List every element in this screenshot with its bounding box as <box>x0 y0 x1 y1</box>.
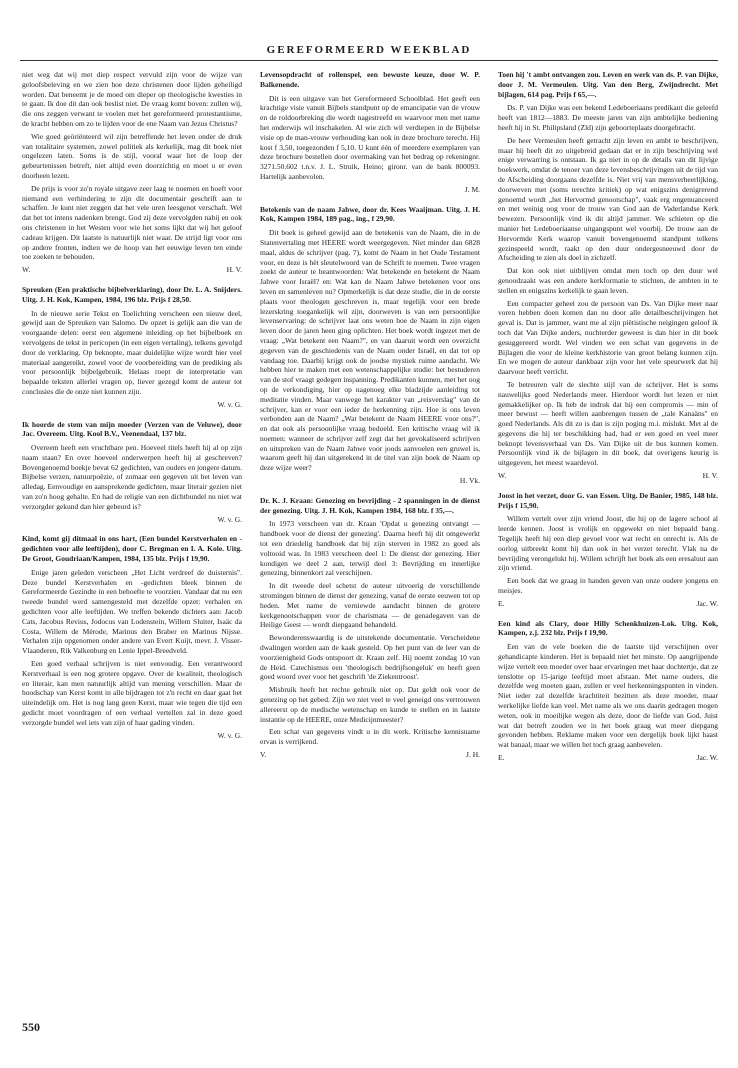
running-header: GEREFORMEERD WEEKBLAD <box>266 44 472 56</box>
review-levensopdracht <box>260 70 480 195</box>
signature-author: H. V. <box>226 265 242 275</box>
review-heading: Betekenis van de naam Jahwe, door dr. Kees Waaijman. Uitg. J. H. Kok, Kampen 1984, 189 pag., ing., f 29,90. <box>260 204 480 224</box>
signature <box>260 476 480 486</box>
signature-author: W. v. G. <box>217 514 242 524</box>
review-kind-komt-gij <box>22 534 242 740</box>
review-text: Een boek dat we graag in handen geven van onze oudere jongens en meisjes. <box>498 576 718 596</box>
review-kind-als-clary <box>498 619 718 763</box>
review-text: Ds. P. van Dijke was een bekend Ledeboeriaans predikant die geleefd heeft van 1812—1883. De meeste jaren van zijn ambtelijke bediening heeft hij in St. Philipsland (Zld) zijn geboorteplaats doorgebracht. <box>498 103 718 132</box>
signature-author: J. M. <box>464 184 480 194</box>
review-heading: Levensopdracht of rollenspel, een bewuste keuze, door W. P. Balkenende. <box>260 70 480 89</box>
signature <box>22 515 242 525</box>
signature-author: Jac. W. <box>696 753 718 762</box>
review-heading: Een kind als Clary, door Hilly Schenkhuizen-Lok. Uitg. Kok, Kampen, z.j. 232 blz. Prijs f 19,90. <box>498 618 718 638</box>
signature <box>498 599 718 609</box>
review-text: Een schat van gegevens vindt u in dit werk. Kritische kennisname ervan is verrijkend. <box>260 727 480 747</box>
review-text: De heer Vermeulen heeft getracht zijn leven en ambt te beschrijven, maar hij heeft dit zo uitgebreid gedaan dat er in zijn beschrijving wel enige verwarring is ontstaan. Ik ga niet in op de details van dit lijvige boekwerk, omdat de tenoer van deze levensbeschrijvingen uit de tijd van de Afscheiding doorgaans dezelfde is. Niet vrij van mensverheerlijking, doorweven met (soms terechte kritiek) op wat enigszins denigrerend genoemd wordt „het Hervormd genootschap", vaak erg ongenuanceerd en met weinig oog voor de trouw van God aan de Vaderlandse Kerk bewezen. Persoonlijk vind ik dit altijd jammer. We schieten op die manier het Ledeboeriaanse uitgangspunt wel voorbij. De trouw aan de Hervormde Kerk waarop vanuit bovengenoemd standpunt telkens gezinspeeld wordt, raakt op den duur ondergesneeuwd door de Afscheiding te zien als doel in zichzelf. <box>498 135 718 263</box>
review-text: Dit is een uitgave van het Gereformeerd Schoolblad. Het geeft een krachtige visie vanuit Bijbels standpunt op de emancipatie van de vrouw en de roldoorbreking die wordt nagestreefd en waarvoor men met name het onderwijs wil inschakelen. Al wie zich wil verdiepen in de Bijbelse visie op de man-vrouw verhouding kan ook in deze brochure terecht. Hij kost f 3,50, toegezonden f 5,10. U kunt één of meerdere exemplaren van deze brochure bestellen door overmaking van het bedrag op rekeningnr. 3271.50.602 t.n.v. J. L. Struik, Heino; gironr. van de bank 800093. Hartelijk aanbevolen. <box>260 93 480 181</box>
review-heading: Toen hij 't ambt ontvangen zou. Leven en werk van ds. P. van Dijke, door J. M. Vermeulen. Uitg. Van den Berg, Zwijndrecht. Met bijlagen, 614 pag. Prijs f 65,—. <box>498 70 718 99</box>
review-text: Misbruik heeft het rechte gebruik niet op. Dat geldt ook voor de genezing op het gebed. Zijn we niet veel te veel geneigd ons vertrouwen allereerst op de medische wetenschap en kunde te stellen en in laatste instantie op de HEERE, onze Medicijnmeester? <box>260 685 480 724</box>
review-text: Een compacter geheel zou de persoon van Ds. Van Dijke meer naar voren hebben doen komen dan nu door alle detailbeschrijvingen het geval is. Dat is jammer, want me al zijn piëtistische neigingen geloof ik toch dat Van Dijke anders, nuchterder geweest is dan hier in dit boek gesuggereerd wordt. Wel vinden we een schat van gegevens in de Bijlagen die voor de kleine kerkhistorie van groot belang kunnen zijn. En we mogen de auteur dankbaar zijn voor het vele speurwerk dat hij daarvoor heeft verricht. <box>498 298 718 377</box>
review-heading: Ik hoorde de stem van mijn moeder (Verzen van de Veluwe), door Jac. Overeem. Uitg. Kool B.V., Veenendaal, 137 blz. <box>22 419 242 439</box>
review-joost-verzet <box>498 491 718 609</box>
review-text: In dit tweede deel schetst de auteur uitvoerig de verschillende stromingen binnen de dienst der genezing, vanaf de eerste eeuwen tot op heden. Met name de verniewde aandacht binnen de grotere kerkgenootschappen voor de charismata — de genadegaven van de Heilige Geest — wordt diepgaand behandeld. <box>260 581 480 630</box>
column-right <box>498 70 718 767</box>
review-text: Enige jaren geleden verscheen „Het Licht verdreef de duisternis". Deze bundel Kerstverhalen en -gedichten bleek binnen de Gereformeerde Gezindte in een behoefte te voorzien. Vandaar dat nu een tweede bundel werd samengesteld met dezelfde opzet: verhalen en gedichten voor alle leeftijden. We treffen bekende dichters aan: Jacob Cats, Jacobus Revius, Jodocus van Lodenstein, Willem Sluiter, Isaäc da Costa, Willem de Mérode, Marinus den Braber en Marinus Nijsse. Verhalen zijn opgenomen onder andere van Evert Kuijt, mevr. J. Visser-Vlaanderen, Rik Valkenburg en Lenie Ippel-Breedveld. <box>22 567 242 656</box>
review-text: Te betreuren valt de slechte stijl van de schrijver. Het is soms nauwelijks goed Nederlands meer. Hierdoor wordt het lezen er niet gemakkelijker op. Ik heb de indruk dat hij een compromis — min of meer bewust — heeft willen aanbrengen tussen de „tale Kanaäns" en goed Nederlands. Als dit zo is dan is zijn poging m.i. mislukt. Met al de gegevens die hij ter beschikking had, had er een goed en veel meer beknopt levensverhaal van Ds. Van Dijke uit de bus kunnen komen. Persoonlijk vind ik de bijlagen in dit boek, dat overigens keurig is uitgegeven, het meest waardevol. <box>498 379 718 468</box>
review-stem-moeder <box>22 420 242 525</box>
intro-paragraph: Wie goed geöriënteerd wil zijn betreffende het leven onder de druk van totalitaire systemen, zowel politiek als kerkelijk, mag dit boek niet ongelezen laten. Soms is de stijl, vooral waar het de loop der gebeurtenissen betreft, niet altijd even doorzichtig en moet u er even doorheen lezen. <box>22 131 242 180</box>
signature-author: W. v. G. <box>217 730 242 740</box>
review-genezing-bevrijding <box>260 496 480 760</box>
review-spreuken <box>22 285 242 410</box>
intro-paragraph: niet weg dat wij met diep respect vervuld zijn voor de wijze van geloofsbeleving en we zien hoe deze christenen door lijden geheiligd worden. Dat beneemt je de moed om dieper op theologische kwesties in te gaan. Ik doe dit dan ook beslist niet. De vraag komt boven: zullen wij, die ons zeggen verwant te voelen met het gereformeerd protestantisme, de kracht hebben om zo te lijden voor de ene Naam van Jezus Christus? <box>22 70 242 128</box>
review-heading: Joost in het verzet, door G. van Essen. Uitg. De Banier, 1985, 148 blz. Prijs f 15,90. <box>498 490 718 510</box>
signature <box>22 265 242 275</box>
review-naam-jahwe <box>260 205 480 486</box>
column-middle <box>260 70 480 764</box>
review-ambt-ontvangen <box>498 70 718 481</box>
review-heading: Dr. K. J. Kraan: Genezing en bevrijding - 2 spanningen in de dienst der genezing. Uitg. J. H. Kok, Kampen 1984, 168 blz. f 35,—. <box>260 495 480 515</box>
intro-paragraph: De prijs is voor zo'n royale uitgave zeer laag te noemen en hoeft voor niemand een verhindering te zijn dit documentair geschrift aan te schaffen. Je kunt niet zeggen dat het vele uren leesgenot verschaft. Wel dat het tot intens nadenken brengt. God zij deze vervolgden nabij en ook ons christenen in het Westen voor wie het soms lijkt dat wij het geloof cadeau krijgen. Dit laatste is natuurlijk niet waar. De strijd ligt voor ons op andere fronten, indien we de hoop van het eeuwige leven ten einde toe zoeken te behouden. <box>22 183 242 262</box>
review-text: Een van de vele boeken die de laatste tijd verschijnen over gehandicapte kinderen. Het is bepaald niet het minste. Op aangrijpende wijze vertelt een moeder over haar ervaringen met haar dochtertje, dat ze tenslotte op 15-jarige leeftijd moet afstaan. Met name ouders, die dezelfde weg moeten gaan, zullen er veel herkenningspunten in vinden. Niet ieder zal dezelfde krachtiteit bezitten als deze moeder, maar werkelijke liefde kan veel. Met name als we ons daarin gedragen mogen weten, ook in moeilijke wegen als deze, door de liefde van God. Juist wat dat betreft zouden we in het boek graag wat meer diepgang gevonden hebben. Reklame maken voor een dergelijk boek lijkt haast wat banaal, maar we willen het toch graag aanbevelen. <box>498 642 718 750</box>
signature-initials: W. <box>498 471 507 481</box>
signature <box>260 750 480 760</box>
signature-initials: E. <box>498 753 505 762</box>
header-rule <box>20 60 718 61</box>
signature-initials: W. <box>22 265 31 275</box>
signature <box>22 731 242 741</box>
signature-initials: E. <box>498 598 505 608</box>
signature-author: Jac. W. <box>696 598 718 608</box>
review-heading: Kind, komt gij ditmaal in ons hart, (Een bundel Kerstverhalen en -gedichten voor alle leeftijden), door C. Bregman en I. A. Kole. Uitg. De Groot, Goudriaan/Kampen, 1984, 135 blz. Prijs f 19,90. <box>22 534 242 564</box>
review-text: Bewonderenswaardig is de uitstekende documentatie. Verscheidene dwalingen worden aan de kaak gesteld. Op het punt van de leer van de voorzienigheid Gods ontspoort dr. Kraan zelf. Hij noemt zondag 10 van de Heid. Catechismus een 'theologisch bedrijfsongeluk' en heeft geen goed woord over voor het geschrift 'de Ziekentroost'. <box>260 633 480 682</box>
signature-author: H. V. <box>702 471 718 481</box>
signature-author: H. Vk. <box>459 476 480 486</box>
signature-author: J. H. <box>466 750 480 759</box>
signature <box>498 753 718 763</box>
page-number: 550 <box>22 1020 40 1034</box>
review-text: Dit boek is geheel gewijd aan de betekenis van de Naam, die in de Statenvertaling met HEERE wordt weergegeven. Niet minder dan 6828 maal, aldus de schrijver (pag. 7), komt de Naam in het Oude Testament voor, en deze is hèt sleutelwoord van de Schrift te noemen. Twee vragen zoekt de auteur te beantwoorden: Wat betekende en betekent de Naam Jahwe voor Israël? en: Wat kan de Naam Jahwe betekenen voor ons leven en samenleven nu? Opmerkelijk is dat deze studie, die in de eerste plaats voor theologen geschreven is, maar tegelijk voor een brede lezerskring toegankelijk wil zijn, doorweven is van een persoonlijke levenservaring: de schrijver laat ons weten hoe de Naam in zijn eigen leven door de jaren heen ging oplichten. Het boek wordt ingezet met de vraag: „Wat betekent een Naam?", en van daaruit wordt een overzicht gegeven van de geschiedenis van de Naam onder Israël, en dat tot op vandaag toe. Daarbij krijgt ook de joodse mystiek ruime aandacht. We hebben hier te maken met een wetenschappelijke studie: het bestuderen van de stof vraagt gedegen inspanning. Predikanten kunnen, met het oog op de verkondiging, hier op nagenoeg elke bladzijde aanleiding tot meditatie vinden. Maar vanwege het karakter van „reisverslag" van de schrijver, kan er voor een ieder de herkenning zijn. Hoe is ons leven verbonden aan de Naam? „Wat betekent de Naam HEERE voor ons?", en dat ook als persoonlijke vraag bedoeld. Een kritische vraag wil ik noemen: wanneer de schrijver zelf zegt dat het gevokaliseerd schrijven en uitspreken van de Naam Jahwe voor joods aanvoelen een gruwel is, waarom geeft hij dan uitgerekend in de titel van zijn boek de Naam op deze wijze weer? <box>260 228 480 473</box>
column-left <box>22 70 242 744</box>
review-text: Dat kon ook niet uitblijven omdat men toch op den duur wel genoodzaakt was een andere kerkformatie te stichten, de ambten in te stellen en enigszins kerkelijk te gaan leven. <box>498 266 718 295</box>
signature <box>22 400 242 410</box>
signature <box>260 185 480 195</box>
signature-initials: V. <box>260 750 267 759</box>
signature-author: W. v. G. <box>217 399 242 409</box>
review-text: Overeem heeft een vruchtbare pen. Hoeveel titels heeft hij al op zijn naam staan? En over hoeveel onderwerpen heeft hij al geschreven? Bovengenoemd boekje bevat 62 gedichten, van ouders en jongere datum. Bijbelse verzen, natuurpoëzie, of zomaar een gegeven uit het leven van alledag. Eenvoudige en aansprekende gedichten, maar literair gezien niet van zo'n hoog gehalte. En had de religie van een dichtbundel nu niet wat verzorgder gekund dan hier gebeurd is? <box>22 443 242 511</box>
review-text: In de nieuwe serie Tekst en Toelichting verscheen een nieuw deel, gewijd aan de Spreuken van Salomo. De opzet is gelijk aan die van de voorgaande delen: eerst een algemene inleiding op het bijbelboek en vervolgens de tekst in pericopen (in een eigen vertaling), telkens gevolgd door de verklaring. Op beknopte, maar duidelijke wijze wordt hier veel materiaal aangereikt, zowel voor de voorbereiding van de prediking als voor persoonlijk bijbelgebruik. Helaas roept de interpretatie van bepaalde teksten allerlei vragen op, liever gezegd komt de auteur tot conclusies die de onze niet kunnen zijn. <box>22 308 242 396</box>
review-heading: Spreuken (Een praktische bijbelverklaring), door Dr. L. A. Snijders. Uitg. J. H. Kok, Kampen, 1984, 196 blz. Prijs f 28,50. <box>22 284 242 304</box>
review-text: Een goed verhaal schrijven is niet eenvoudig. Een verantwoord Kerstverhaal is een nog grotere opgave. Over de kwaliteit, theologisch en literair, kan men natuurlijk altijd van mening verschillen. Maar de hoodschap van Kerst komt in alle bijdragen tot z'n recht en daar gaat het uiteindelijk om. Het is nog lang geen Kerst, maar wie tegen die tijd een gedicht moet voordragen of een verhaal vertellen zal in deze goed verzorgde bundel wel iets van zijn of haar gading vinden. <box>22 659 242 727</box>
review-text: In 1973 verscheen van dr. Kraan 'Opdat u genezing ontvangt — handboek voor de dienst der genezing'. Daarna heeft hij dit omgewerkt tot een driedelig handboek dat bij zijn sterven in 1982 zo goed als voltooid was. In 1983 verscheen deel 1: De dienst der genezing. Hier kondigen we deel 2 aan, terwijl deel 3: Bevrijding en innerlijke genezing, binnenkort zal verschijnen. <box>260 519 480 578</box>
review-text: Willem vertelt over zijn vriend Joost, die hij op de lagere school al leerde kennen. Joost is vrolijk en opgewekt en niet bepaald bang. Tegelijk heeft hij een diep gevoel voor wat recht en onrecht is. Als de oorlog uitbreekt komt hij dan ook in het verzet terecht. Vlak na de bevrijding verongelukt hij. Willem schrijft het boek als een eresaluut aan zijn vriend. <box>498 514 718 573</box>
signature <box>498 471 718 481</box>
